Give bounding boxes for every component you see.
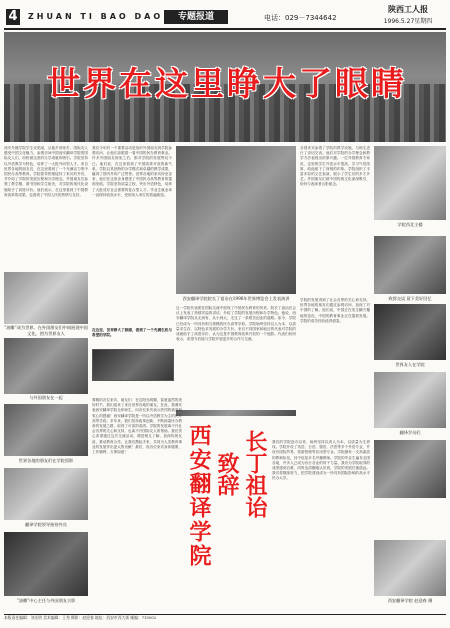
article-column-6: 尊敬的各位来宾、朋友们：在这阳光明媚、春意盎然的美好时节，我们迎来了来自世界各地的朋友。在此，我谨代表西安翻译学院全体师生，向各位来宾表示热烈的欢迎和衷心的感谢！西安翻译学院是一所以外语教学为主的民办高等学府。多年来，我们坚持改革创新，不断探索民办教育的发展之路，取得了可喜的成绩。学院的发展离不开社会各界的关心和支持，也离不开国际友人的帮助。我们衷心希望通过这次交流活动，增进相互了解，加深传统友谊，推动教育合作。让我们携起手来，共同为人类教育事业的发展作出更大的贡献！最后，祝各位来宾身体健康、工作顺利、万事如意！	[92, 398, 182, 455]
caption-right-mid2: 世界友人在学院	[395, 362, 425, 367]
article-column-1: 西安外籍学院学生谈见闻，从他乡到家乡。国际友人感受中国文化魅力。参观访问中国西安翻译学院的国际友人们，纷纷被这里的办学成就所吸引。学院坚持以外语教学为特色，培养了一大批外向型人才。来自世界各地的朋友们，在这里看到了一个充满活力的中国民办高等教育。学院领导热情接待了来访的外宾，并介绍了学院的发展历程和办学理念。外国朋友们参观了教学楼、图书馆和学生宿舍，对学院的现代化设施给予了高度评价。他们表示，在这里看到了中国教育改革的成果，也看到了中国人民的热情与友好。	[4, 146, 88, 197]
issue-date: 1996.5.27星期四	[383, 18, 433, 25]
section-pinyin: ZHUAN TI BAO DAO	[28, 12, 164, 21]
photo-bottom-right1	[374, 440, 446, 498]
header-rule	[4, 28, 446, 30]
article-column-2-highlight: 在这里，世界睁大了眼睛，看到了一个充满生机与希望的学院。	[92, 328, 172, 338]
photo-right-top	[374, 146, 446, 220]
caption-right-mid1: 致辞交谈 留下美好回忆	[388, 296, 432, 301]
caption-bottom-right-b: 西安翻译学院 赵迎春 摄	[387, 598, 433, 603]
vertical-title-3: 长丁祖诒	[242, 430, 267, 518]
photo-bottom-left3	[4, 532, 88, 596]
page-headline: 世界在这里睁大了眼睛	[47, 64, 407, 103]
caption-mid-left: 与外国朋友在一起	[29, 395, 63, 400]
page-number: 4	[6, 9, 20, 25]
caption-top-left: “油雕”成为世界。在外国朋友们中间展现中国文化。图为世界友人	[4, 325, 88, 336]
page-footer: 本版责任编辑：刘光明 美术编辑：王秀 摄影：赵迎春 地址：西安市西大街 邮编：710002	[4, 614, 446, 627]
phone-number: 电话：029－7344642	[264, 14, 337, 22]
photo-right-mid3	[374, 372, 446, 428]
vertical-title-2: 致辞	[214, 452, 239, 496]
photo-right-mid1	[374, 236, 446, 294]
article-column-7: 我们的学院创办以来，始终坚持以育人为本，以质量为生命线。学院开设了英语、日语、德语、法语等多个外语专业，并设有国际贸易、旅游管理等应用型专业。学院拥有一支高素质的教师队伍，其中包括多名外籍教师。学院的毕业生遍布全国各地，许多人已成为各行各业的骨干力量。我们为学院取得的成绩感到自豪，同时也清醒地认识到，学院的发展任重道远。我们将继续努力，把学院建设成为一所具有国际影响的高水平民办大学。	[272, 440, 370, 481]
article-column-2: 我们今年的一个重要活动是组织外国朋友到学院参观访问，让他们亲眼看一看中国的民办教育事业。许多外国朋友到来之后，都对学院的发展赞叹不已。他们说，在这里看到了中国改革开放的新气象。学院以其独特的办学模式和卓越的教学成果，赢得了国内外的广泛赞誉。世界各地的来宾纷至沓来，他们在这里亲身感受了中国民办高等教育的蓬勃发展。学院坚持质量立校，突出外语特色，培养了大批适应社会需要的复合型人才。毕业生就业率一直保持较高水平，受到用人单位的普遍欢迎。	[92, 146, 172, 197]
article-column-4: 各国来宾参观了学院的教学设施，与师生进行了亲切交谈。他们对学院的办学理念和教学方法表现出浓厚兴趣。一位外国教育专家说，这里的学生外语水平很高，学习气氛浓厚，给他留下了深刻的印象。学院组织了丰富多彩的文艺表演，展示了学生们的多才多艺。外国朋友们被中国传统文化深深吸引，纷纷与表演者合影留念。	[300, 146, 370, 187]
column-tab: 专题报道	[164, 10, 228, 24]
photo-bottom-left2	[4, 468, 88, 520]
caption-right-top: 学院西北主楼	[397, 222, 423, 227]
caption-bottom-left3: “油雕”中心主任与外国朋友合影	[16, 598, 76, 603]
vertical-title-1: 西安翻译学院	[186, 424, 211, 568]
photo-crane	[92, 349, 174, 381]
article-column-3: 这一学院代表团在国际交流中展现了中国民办教育的风采。院长丁祖诒在会议上发表了热情洋溢的讲话，介绍了学院的发展历程和办学特色。他说，西安翻译学院从无到有，从小到大，走过了一条艰苦创业的道路。如今，学院已经成为一所具有相当规模的民办高等学府。学院始终坚持以人为本、以质量求生存、以特色求发展的办学方针。来自不同国家和地区的代表对学院的成就给予了高度评价，认为这是中国教育改革开放的一个缩影。代表们纷纷表示，希望今后能与学院开展更多的合作与交流。	[176, 306, 296, 342]
caption-bottom-left2: 翻译学院领导接待外宾	[25, 522, 67, 527]
photo-right-mid2	[374, 304, 446, 360]
caption-podium: 西安翻译学院院长丁祖诒在1996年世界博览会上发表演讲	[182, 296, 290, 301]
article-column-5: 学院的发展得到了社会各界的关心和支持。世界各地的朋友们通过参观访问，加深了对中国的了解。他们说，中国正在发生翻天覆地的变化，中国的教育事业正在蓬勃发展。学院的成功经验值得借鉴。	[300, 298, 370, 323]
divider-strip	[176, 410, 296, 416]
page-header	[0, 0, 450, 30]
caption-bottom-right-a: 翻译学员们	[399, 430, 421, 435]
photo-top-left	[4, 272, 88, 324]
photo-bottom-left1	[4, 404, 88, 456]
photo-mid-left	[4, 338, 88, 394]
photo-bottom-right2	[374, 540, 446, 596]
caption-bottom-left: 世界各地的朋友们在学院留影	[18, 458, 74, 463]
masthead: 陕西工人报	[388, 4, 428, 14]
photo-podium-speech	[176, 146, 296, 294]
